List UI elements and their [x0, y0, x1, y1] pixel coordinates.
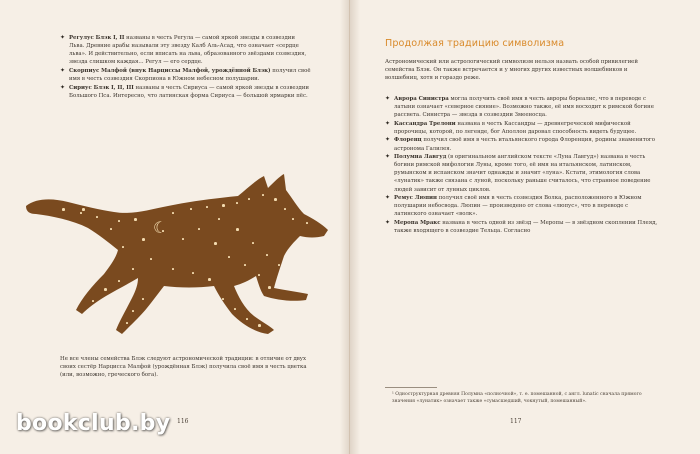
entry-text: названа в честь одной из звёзд — Меропы — в звёздном скоплении Плеяд, также входящего в созвездие Тельца. Согласно	[394, 219, 658, 234]
star-icon	[190, 208, 192, 210]
star-bullet-icon: ✦	[385, 194, 391, 202]
left-entry-list	[60, 34, 312, 100]
star-icon	[62, 208, 65, 211]
star-icon	[218, 218, 220, 220]
star-bullet-icon: ✦	[60, 83, 66, 91]
entry-text: получил своё имя в честь созвездия Скорпиона в Южном небесном полушарии.	[69, 67, 311, 82]
list-item	[60, 84, 312, 100]
entry-name: Скорпиус Малфой (внук Нарциссы Малфой, урождённой Блэк)	[69, 67, 271, 74]
list-item	[60, 34, 312, 66]
star-bullet-icon: ✦	[385, 153, 391, 161]
star-icon	[198, 228, 200, 230]
footnote: ¹ Одноструктурная древняя Полумна «полночной», т. е. помешанной, с англ. lunatic сначала прямого значения «лунатик» означает также «сумасшедший, чокнутый, помешанный».	[392, 392, 642, 404]
star-icon	[110, 228, 112, 230]
entry-name: Флоренц	[394, 137, 422, 144]
star-icon	[266, 254, 268, 256]
section-title: Продолжая традицию символизма	[385, 38, 565, 49]
star-icon	[104, 288, 107, 291]
star-icon	[126, 322, 128, 324]
list-item	[385, 95, 660, 119]
entry-text: получил своё имя в честь итальянского города Флоренция, родины знаменитого астронома Галилея.	[394, 137, 655, 152]
star-icon	[132, 268, 134, 270]
star-icon	[142, 238, 145, 241]
left-bottom-paragraph: Не все члены семейства Блэк следуют астрономической традиции: в отличие от двух своих сестёр Нарцисса Малфой (урождённая Блэк) получила своё имя в честь цветка (или, возможно, греческого бога).	[60, 356, 307, 379]
wolf-illustration	[22, 168, 332, 348]
star-icon	[192, 272, 194, 274]
entry-text: получил своё имя в честь созвездия Волка, расположенного в Южном полушарии небосвода. Люпин — произведено от слова «люпус», что в переводе с латинского означает «волк».	[394, 195, 642, 218]
intro-paragraph: Астрономический или астрологический символизм нельзя назвать особой привилегией семейства Блэк. Он также встречается и у многих других известных волшебников и волшебниц, хотя и гораздо реже.	[385, 59, 638, 82]
entry-text: (в оригинальном английском тексте «Луна Лавгуд») названа в честь богини римской мифологии Луны, кроме того, её имя на итальянском, латинском, румынском и испанском значит однажды и значит «луна». Кстати, этимология слова «лунатик» также связана с луной, поскольку раньше считалось, что странное поведение людей зависит от лунных циклов.	[394, 154, 651, 193]
list-item	[385, 120, 660, 136]
book-gutter	[340, 0, 360, 454]
star-icon	[228, 256, 230, 258]
star-icon	[236, 228, 239, 231]
star-icon	[222, 204, 225, 207]
page-number: 117	[510, 418, 522, 425]
entry-name: Ремус Люпин	[394, 195, 437, 202]
entry-name: Полумна Лавгуд	[394, 154, 447, 161]
star-icon	[292, 218, 294, 220]
entry-text: названа в честь Кассандры — древнегреческой мифической пророчицы, которой, по легенде, бог Аполлон даровал способность видеть будущее.	[394, 120, 637, 135]
star-icon	[208, 278, 211, 281]
entry-name: Кассандра Трелони	[394, 120, 456, 127]
star-bullet-icon: ✦	[385, 119, 391, 127]
list-item	[385, 136, 660, 152]
star-icon	[252, 242, 254, 244]
star-icon	[258, 324, 261, 327]
list-item	[385, 153, 660, 193]
star-icon	[214, 242, 217, 245]
star-bullet-icon: ✦	[385, 218, 391, 226]
star-icon	[258, 274, 260, 276]
entry-name: Регулус Блэк I, II	[69, 35, 125, 41]
star-icon	[306, 222, 308, 224]
right-entry-list	[385, 95, 660, 236]
moon-icon: ☾	[153, 218, 168, 237]
star-icon	[92, 300, 94, 302]
star-icon	[278, 264, 280, 266]
star-icon	[274, 198, 277, 201]
entry-text: названы в честь Регула — самой яркой звезды в созвездии Льва. Древние арабы называли эту звезду Калб Аль-Асад, что означает «сердце льва». И действительно, если вписать на льва, образованного звёздами созвездия, звезда слишком каждая... Регул — его сердце.	[69, 35, 307, 66]
star-icon	[206, 206, 208, 208]
star-icon	[142, 298, 144, 300]
star-icon	[284, 208, 286, 210]
list-item	[385, 219, 660, 235]
star-icon	[182, 238, 184, 240]
star-icon	[122, 246, 124, 248]
star-icon	[82, 208, 85, 211]
star-icon	[246, 318, 248, 320]
star-bullet-icon: ✦	[60, 66, 66, 74]
star-icon	[248, 198, 250, 200]
watermark-logo: bookclub.by	[16, 411, 171, 436]
list-item	[385, 194, 660, 218]
star-icon	[262, 194, 264, 196]
star-icon	[132, 310, 134, 312]
star-icon	[118, 220, 120, 222]
star-bullet-icon: ✦	[60, 34, 66, 41]
star-icon	[222, 298, 224, 300]
page-number: 116	[177, 418, 189, 425]
star-field	[22, 168, 332, 348]
star-icon	[118, 280, 120, 282]
star-icon	[268, 286, 271, 289]
entry-text: могла получить своё имя в честь авроры бореалис, что в переводе с латыни означает «северное сияние». Возможно также, её имя восходит к римской богине рассвета. Синистра — звезда в созвездии Змееносца.	[394, 96, 654, 119]
star-bullet-icon: ✦	[385, 95, 391, 102]
entry-name: Меропа Мракс	[394, 219, 441, 226]
star-icon	[172, 212, 174, 214]
star-bullet-icon: ✦	[385, 136, 391, 144]
list-item	[60, 67, 312, 83]
star-icon	[234, 308, 236, 310]
entry-text: названы в честь Сириуса — самой яркой звезды в созвездии Большого Пса. Интересно, что латинская форма Сириуса — большой ярмарки пёс.	[69, 84, 310, 99]
star-icon	[236, 202, 238, 204]
star-icon	[80, 212, 82, 214]
footnote-divider	[385, 387, 437, 388]
star-icon	[96, 216, 98, 218]
star-icon	[172, 268, 174, 270]
star-icon	[150, 258, 152, 260]
entry-name: Сириус Блэк I, II, III	[69, 84, 134, 91]
star-icon	[134, 218, 137, 221]
entry-name: Аврора Синистра	[394, 96, 449, 102]
star-icon	[244, 264, 246, 266]
